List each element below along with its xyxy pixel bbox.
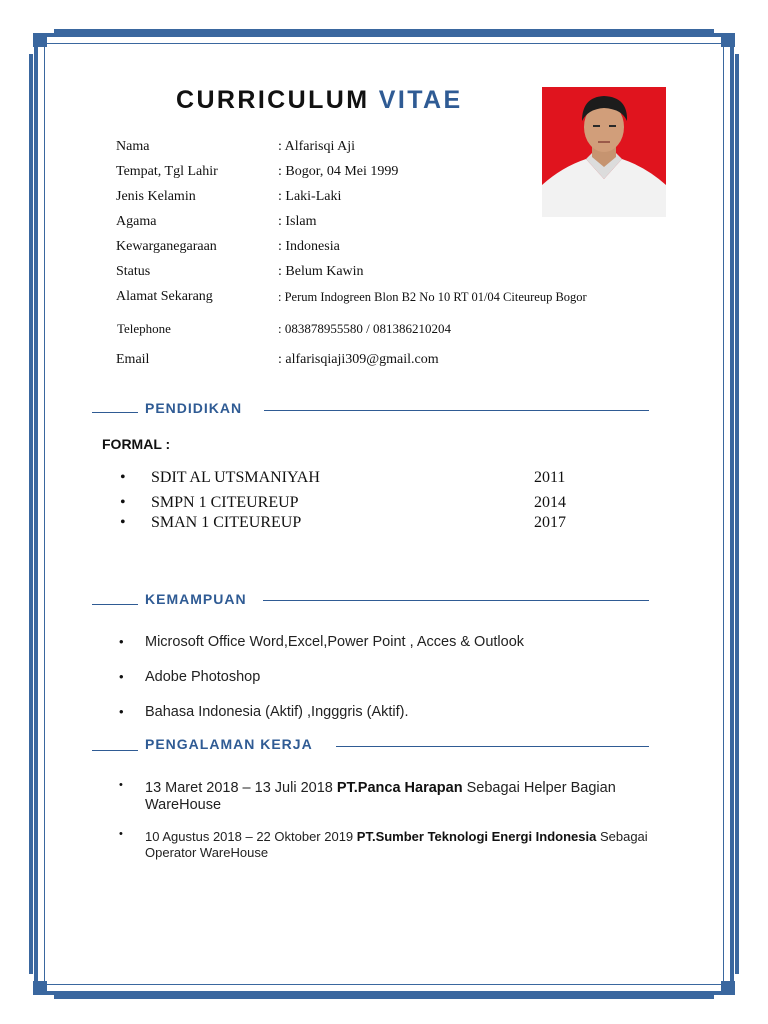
section-title-skills: KEMAMPUAN [145,591,247,607]
experience-role: Sebagai Operator WareHouse [145,829,648,860]
border-corner [33,981,47,995]
info-value-gender: : Laki-Laki [278,189,342,204]
education-formal-label: FORMAL : [102,436,171,452]
experience-item [145,829,665,861]
info-label-religion: Agama [116,214,157,229]
section-rule [92,750,138,751]
border-corner [721,33,735,47]
skill-text: Microsoft Office Word,Excel,Power Point , Acces & Outlook [145,634,525,650]
section-rule [336,746,649,747]
experience-company: PT.Sumber Teknologi Energi Indonesia [356,829,597,844]
section-rule [264,410,649,411]
education-year: 2017 [534,514,566,531]
person-portrait-icon [542,87,666,217]
bullet-icon: • [120,469,126,486]
info-label-nationality: Kewarganegaraan [116,239,217,254]
info-label-address: Alamat Sekarang [116,289,213,304]
info-value-address: : Perum Indogreen Blon B2 No 10 RT 01/04 Citeureup Bogor [278,290,587,304]
border-corner [721,981,735,995]
section-title-education: PENDIDIKAN [145,400,243,416]
skill-text: Adobe Photoshop [145,669,261,685]
info-value-email: : alfarisqiaji309@gmail.com [278,352,439,367]
list-item [0,494,768,516]
list-item [0,514,768,536]
section-rule [92,604,138,605]
education-school: SDIT AL UTSMANIYAH [151,469,320,486]
title-accent: VITAE [378,86,463,114]
section-title-experience: PENGALAMAN KERJA [145,736,313,752]
border-bottom [54,995,714,999]
experience-period: 10 Agustus 2018 – 22 Oktober 2019 [145,829,357,844]
experience-item [145,780,665,814]
experience-period: 13 Maret 2018 – 13 Juli 2018 [145,780,337,796]
bullet-icon: • [119,669,124,684]
info-value-birth: : Bogor, 04 Mei 1999 [278,164,399,179]
info-label-name: Nama [116,139,150,154]
border-corner [33,33,47,47]
experience-company: PT.Panca Harapan [336,780,463,796]
info-value-telephone: : 083878955580 / 081386210204 [278,321,451,336]
info-label-status: Status [116,264,151,279]
profile-photo [542,87,666,217]
bullet-icon: • [119,634,124,649]
info-label-birth: Tempat, Tgl Lahir [116,164,218,179]
section-rule [92,412,138,413]
bullet-icon: • [120,514,126,531]
info-value-status: : Belum Kawin [278,264,364,279]
education-year: 2014 [534,494,566,511]
list-item [0,469,768,491]
info-value-nationality: : Indonesia [278,239,340,254]
bullet-icon: • [120,494,126,511]
section-rule [263,600,649,601]
info-value-religion: : Islam [278,214,317,229]
education-school: SMAN 1 CITEUREUP [151,514,302,531]
bullet-icon: • [119,828,123,840]
info-label-telephone: Telephone [117,321,171,336]
bullet-icon: • [119,779,123,791]
info-label-email: Email [116,352,150,367]
skill-text: Bahasa Indonesia (Aktif) ,Ingggris (Aktif). [145,704,409,720]
title-main: CURRICULUM [176,86,370,114]
info-label-gender: Jenis Kelamin [116,189,196,204]
experience-role: Sebagai Helper Bagian WareHouse [145,780,616,813]
info-value-name: : Alfarisqi Aji [278,139,355,154]
page-title [176,86,463,115]
education-school: SMPN 1 CITEUREUP [151,494,299,511]
bullet-icon: • [119,704,124,719]
education-year: 2011 [534,469,566,486]
